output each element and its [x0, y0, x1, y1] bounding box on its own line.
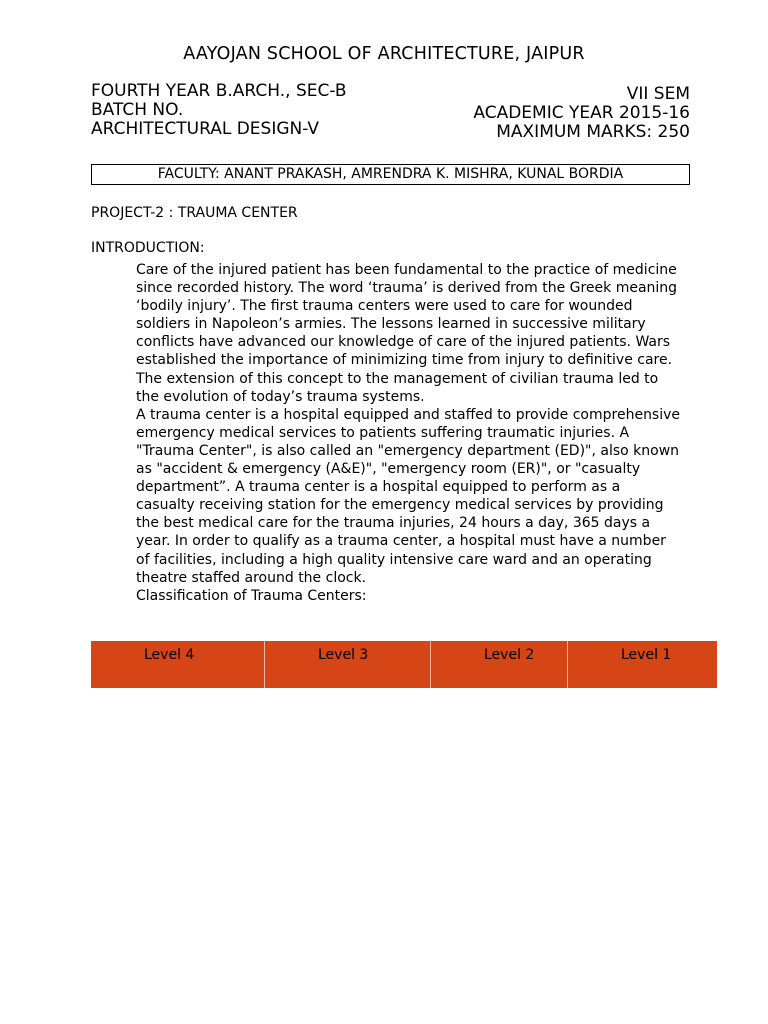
academic-year: ACADEMIC YEAR 2015-16 — [473, 103, 690, 123]
course-info — [91, 82, 347, 139]
level-2-cell: Level 2 — [431, 641, 568, 688]
introduction-heading: INTRODUCTION: — [91, 240, 205, 256]
school-title: AAYOJAN SCHOOL OF ARCHITECTURE, JAIPUR — [183, 44, 585, 64]
intro-paragraph: A trauma center is a hospital equipped and staffed to provide comprehensive emergency medical services to patients suffering traumatic injuries. A "Trauma Center", is also called an "emergency department (ED)", also known as "accident & emergency (A&E)", "emergency room (ER)", or "casualty department”. A trauma center is a hospital equipped to perform as a casualty receiving station for the emergency medical services by providing the best medical care for the trauma injuries, 24 hours a day, 365 days a year. In order to qualify as a trauma center, a hospital must have a number of facilities, including a high quality intensive care ward and an operating theatre staffed around the clock. — [136, 406, 681, 586]
maximum-marks: MAXIMUM MARKS: 250 — [496, 122, 690, 142]
project-title: PROJECT-2 : TRAUMA CENTER — [91, 205, 298, 221]
introduction-body — [136, 261, 681, 605]
level-1-cell: Level 1 — [621, 647, 672, 663]
intro-paragraph: Care of the injured patient has been fundamental to the practice of medicine since recorded history. The word ‘trauma’ is derived from the Greek meaning ‘bodily injury’. The first trauma centers were used to care for wounded soldiers in Napoleon’s armies. The lessons learned in successive military conflicts have advanced our knowledge of care of the injured patients. Wars established the importance of minimizing time from injury to definitive care. The extension of this concept to the management of civilian trauma led to the evolution of today’s trauma systems. — [136, 262, 678, 405]
subject-name: ARCHITECTURAL DESIGN-V — [91, 119, 320, 139]
session-info — [473, 85, 690, 142]
classification-label: Classification of Trauma Centers: — [136, 587, 367, 604]
faculty-box: FACULTY: ANANT PRAKASH, AMRENDRA K. MISHRA, KUNAL BORDIA — [91, 164, 690, 185]
batch-number: BATCH NO. — [91, 100, 184, 120]
level-3-cell: Level 3 — [265, 641, 431, 688]
semester: VII SEM — [626, 84, 690, 104]
trauma-levels-table — [91, 641, 717, 688]
course-year: FOURTH YEAR B.ARCH., SEC-B — [91, 81, 347, 101]
level-4-cell: Level 4 — [91, 641, 265, 688]
